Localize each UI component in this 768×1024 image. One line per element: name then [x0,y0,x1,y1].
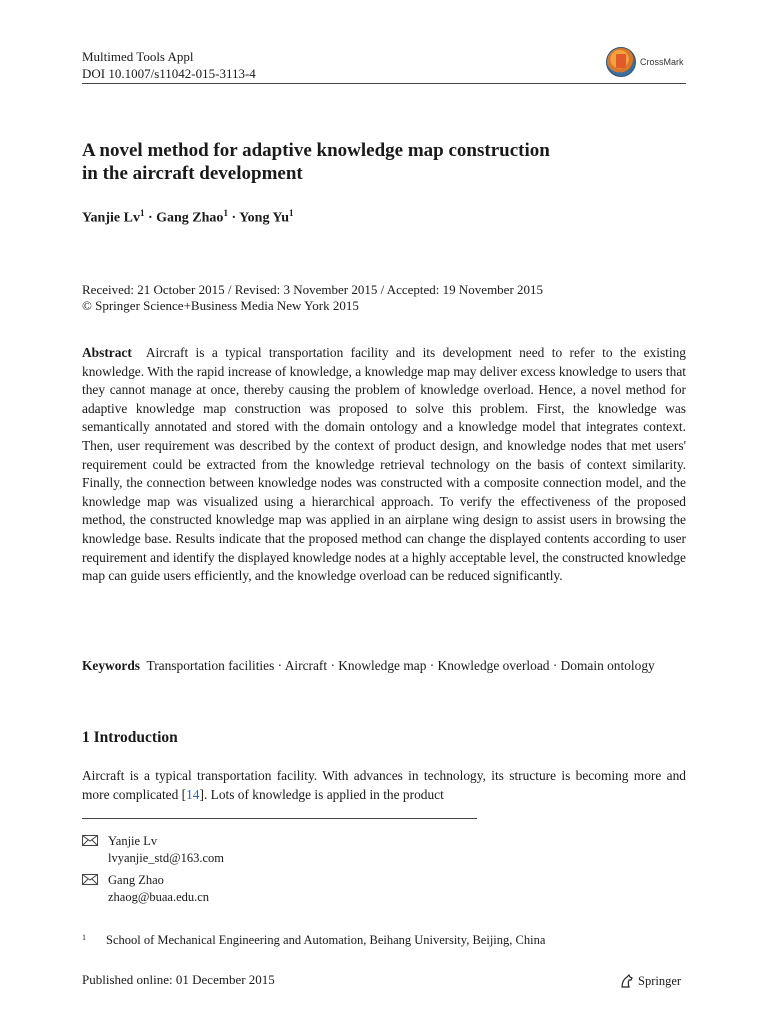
springer-horse-icon [619,973,635,989]
introduction-paragraph [82,766,686,804]
journal-name: Multimed Tools Appl [82,49,194,64]
contact-email[interactable]: lvyanjie_std@163.com [108,851,225,865]
abstract [82,344,686,586]
paper-title-line-1: A novel method for adaptive knowledge map construction [82,140,550,161]
contact-author [82,833,224,867]
copyright: © Springer Science+Business Media New York 2015 [82,298,359,313]
author-affiliation-mark: 1 [289,208,294,218]
paper-title-line-2: in the aircraft development [82,163,303,184]
author-separator: · [144,210,157,226]
author-name[interactable]: Yong Yu [239,210,290,226]
publisher-logo [619,973,681,989]
publisher-name: Springer [638,973,682,988]
contact-email[interactable]: zhaog@buaa.edu.cn [108,890,210,904]
envelope-icon [82,874,98,885]
paper-title [82,139,686,185]
crossmark-icon [606,47,636,77]
affiliation [82,933,545,948]
affiliation-text: School of Mechanical Engineering and Automation, Beihang University, Beijing, China [106,933,546,947]
author-separator: · [227,210,240,226]
contact-author [82,872,209,906]
article-history [82,282,543,314]
crossmark-badge[interactable] [606,47,684,77]
contact-name: Yanjie Lv [108,834,158,848]
author-list [82,208,294,227]
doi[interactable]: DOI 10.1007/s11042-015-3113-4 [82,66,256,81]
author-name[interactable]: Gang Zhao [156,210,224,226]
header-divider [82,83,686,84]
keywords [82,656,686,675]
citation-link[interactable]: 14 [186,787,200,802]
affiliation-number: 1 [82,933,86,942]
author-name[interactable]: Yanjie Lv [82,210,140,226]
envelope-icon [82,835,98,846]
keywords-label: Keywords [82,658,141,673]
contact-name: Gang Zhao [108,873,164,887]
footnote-divider [82,818,477,819]
published-date: Published online: 01 December 2015 [82,972,275,987]
date-history: Received: 21 October 2015 / Revised: 3 November 2015 / Accepted: 19 November 2015 [82,282,544,297]
abstract-text: Aircraft is a typical transportation facility and its development need to refer to the existing knowledge. With the rapid increase of knowledge, a knowledge map may deliver excess knowledge to users that they cannot manage at once, thereby causing the problem of knowledge overload. Hence, a novel method for adaptive knowledge map construction was proposed to solve this problem. First, the knowledge was semantically annotated and stored with the domain ontology and a knowledge model that integrates context. Then, user requirement was described by the context of product design, and knowledge nodes that met users' requirement could be extracted from the knowledge retrieval technology on the basis of context similarity. Finally, the connection between knowledge nodes was constructed with a composite connection model, and the knowledge map was visualized using a hierarchical approach. To verify the effectiveness of the proposed method, the constructed knowledge map was applied in an airplane wing design to assist users in browsing the knowledge base. Results indicate that the proposed method can change the displayed contents according to user requirement and identify the displayed knowledge nodes at a highly acceptable level, the constructed knowledge map can guide users efficiently, and the knowledge overload can be reduced significantly. [82,345,686,584]
intro-text: ]. Lots of knowledge is applied in the product [199,787,444,802]
author-affiliation-mark: 1 [139,208,145,218]
author-affiliation-mark: 1 [223,208,228,218]
keywords-text: Transportation facilities · Aircraft · Knowledge map · Knowledge overload · Domain ontology [146,658,655,673]
intro-text: Aircraft is a typical transportation facility. With advances in technology, its structure is becoming more and more complicated [ [82,768,686,802]
crossmark-label: CrossMark [640,57,684,67]
section-heading-introduction: 1 Introduction [82,729,178,746]
journal-header [82,48,256,82]
abstract-label: Abstract [82,345,132,360]
